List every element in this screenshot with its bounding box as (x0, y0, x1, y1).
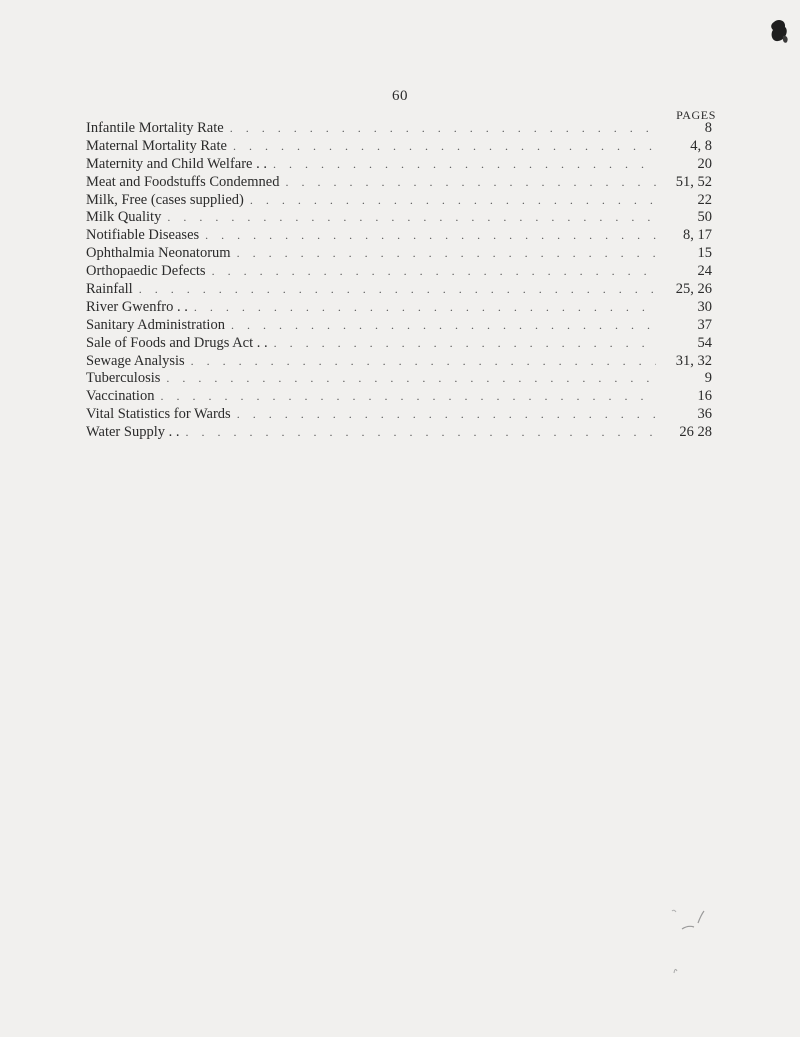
dot-leader (237, 406, 656, 424)
index-entry (86, 245, 712, 263)
dot-leader (191, 353, 656, 371)
entry-label: Tuberculosis (86, 370, 161, 387)
entry-pages: 4, 8 (690, 137, 712, 154)
entry-label: Notifiable Diseases (86, 227, 200, 244)
entry-label: Vital Statistics for Wards (86, 406, 231, 423)
dot-leader (273, 156, 656, 174)
entry-label: Rainfall (86, 281, 133, 298)
entry-pages: 37 (697, 316, 712, 333)
index-entry (86, 138, 712, 156)
entry-label: River Gwenfro . . (86, 298, 188, 315)
index-entry (86, 120, 712, 138)
index-entry (86, 192, 712, 210)
entry-pages: 26 28 (679, 424, 712, 441)
index-entry (86, 370, 712, 388)
entry-label: Maternity and Child Welfare . . (86, 155, 267, 172)
entry-label: Infantile Mortality Rate (86, 120, 224, 136)
index-entry (86, 317, 712, 335)
index-entry (86, 156, 712, 174)
entry-pages: 16 (697, 388, 712, 405)
entry-label: Sewage Analysis (86, 352, 185, 369)
entry-label: Milk, Free (cases supplied) (86, 191, 244, 208)
dot-leader (233, 138, 656, 156)
entry-label: Maternal Mortality Rate (86, 137, 227, 154)
entry-pages: 51, 52 (675, 173, 712, 190)
entry-label: Vaccination (86, 388, 155, 405)
entry-label: Meat and Foodstuffs Condemned (86, 173, 280, 190)
pencil-smudge-mark (668, 905, 728, 975)
entry-label: Milk Quality (86, 209, 162, 226)
entry-pages: 54 (697, 334, 712, 351)
entry-pages: 9 (704, 370, 712, 387)
dot-leader (250, 192, 656, 210)
index-entry (86, 388, 712, 406)
index-entry (86, 335, 712, 353)
dot-leader (194, 299, 656, 317)
dot-leader (231, 317, 656, 335)
ink-blot-mark (768, 18, 790, 44)
dot-leader (205, 227, 656, 245)
index-entry (86, 174, 712, 192)
index-entry (86, 281, 712, 299)
index-entry (86, 209, 712, 227)
dot-leader (274, 335, 656, 353)
dot-leader (285, 174, 656, 192)
entry-pages: 24 (697, 263, 712, 280)
index-entry (86, 406, 712, 424)
entry-pages: 22 (697, 191, 712, 208)
entry-pages: 30 (697, 298, 712, 315)
entry-pages: 31, 32 (675, 352, 712, 369)
index-entry (86, 424, 712, 442)
entry-pages: 20 (697, 155, 712, 172)
entry-pages: 8 (704, 120, 712, 136)
dot-leader (166, 370, 656, 388)
entry-label: Ophthalmia Neonatorum (86, 245, 231, 262)
entry-pages: 36 (697, 406, 712, 423)
index-entry (86, 353, 712, 371)
entry-label: Water Supply . . (86, 424, 180, 441)
dot-leader (185, 424, 656, 442)
pages-column-header: PAGES (676, 108, 716, 122)
index-entry (86, 263, 712, 281)
dot-leader (237, 245, 656, 263)
entry-label: Sale of Foods and Drugs Act . . (86, 334, 268, 351)
page-number: 60 (392, 88, 408, 104)
dot-leader (167, 209, 656, 227)
entry-label: Orthopaedic Defects (86, 263, 206, 280)
entry-label: Sanitary Administration (86, 316, 225, 333)
index-entry (86, 299, 712, 317)
dot-leader (139, 281, 656, 299)
index-list (86, 120, 712, 442)
entry-pages: 25, 26 (675, 281, 712, 298)
dot-leader (212, 263, 656, 281)
dot-leader (160, 388, 656, 406)
entry-pages: 15 (697, 245, 712, 262)
entry-pages: 8, 17 (683, 227, 712, 244)
dot-leader (230, 120, 656, 138)
entry-pages: 50 (697, 209, 712, 226)
index-entry (86, 227, 712, 245)
